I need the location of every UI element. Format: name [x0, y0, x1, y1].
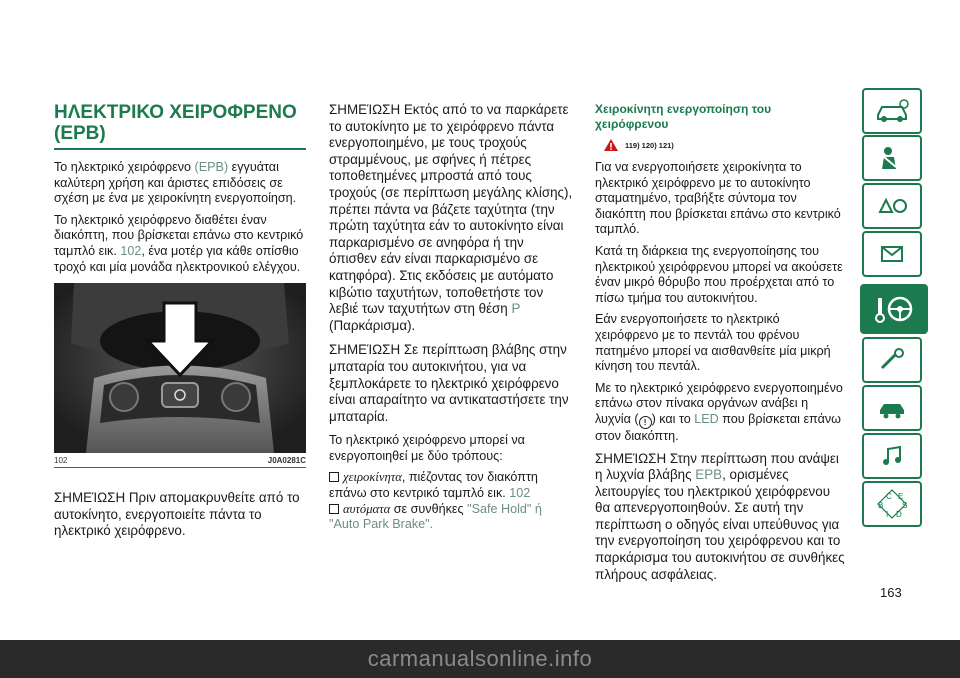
brake-warning-light-icon: ! [639, 416, 652, 429]
tab-emergency[interactable] [862, 231, 922, 277]
subsection-title: Χειροκίνητη ενεργοποίηση του χειρόφρενου [595, 102, 772, 131]
svg-text:S: S [902, 501, 908, 510]
bullet-automatic: αυτόματα σε συνθήκες "Safe Hold" ή "Auto Park Brake". [329, 501, 542, 532]
svg-text:E: E [898, 492, 904, 501]
checkbox-bullet-icon [329, 472, 339, 482]
tab-vehicle-knowledge[interactable] [862, 88, 922, 134]
music-note-icon [874, 444, 910, 468]
pedal-paragraph: Εάν ενεργοποιήσετε το ηλεκτρικό χειρόφρενο με το πεντάλ του φρένου πατημένο μπορεί να αισθανθείτε μία μικρή κίνηση του πεντάλ. [595, 312, 831, 374]
tab-safety[interactable] [862, 135, 922, 181]
car-lift-icon [874, 396, 910, 420]
bullet-manual: χειροκίνητα, πιέζοντας τον διακόπτη επάνω στο κεντρικό ταμπλό εικ. 102 [329, 470, 538, 501]
wrench-icon [874, 348, 910, 372]
section-title: ΗΛΕΚΤΡΙΚΟ ΧΕΙΡΟΦΡΕΝΟ (EPB) [54, 102, 297, 144]
column-2 [329, 102, 575, 539]
title-rule [54, 148, 306, 150]
activation-intro: Το ηλεκτρικό χειρόφρενο μπορεί να ενεργοποιηθεί με δύο τρόπους: [329, 433, 525, 463]
tab-index[interactable] [862, 481, 922, 527]
note-parking-gear: ΣΗΜΕΊΩΣΗ Εκτός από το να παρκάρετε το αυτοκίνητο με το χειρόφρενο πάντα ενεργοποιημένο, με τους τροχούς στραμμένους, με σφήνες ή πέτρες τοποθετημένες μπροστά από τους τροχούς (σε περίπτωση μεγάλης κλίσης), πρέπει πάντα να βάζετε ταχύτητα (την πρώτη ταχύτητα εάν το αυτοκίνητο είναι παρκαρισμένο σε ανηφόρα ή την όπισθεν εάν είναι παρκαρισμένο σε κατηφόρα). Στις εκδόσεις με αυτόματο κιβώτιο ταχυτήτων, τοποθετήστε τον λεβιέ των ταχυτήτων στη θέση P (Παρκάρισμα). [329, 102, 573, 333]
tab-multimedia[interactable] [862, 433, 922, 479]
checkbox-bullet-icon [329, 504, 339, 514]
envelope-icon [874, 242, 910, 266]
tab-dashboard[interactable] [862, 183, 922, 229]
tab-starting-and-driving[interactable] [860, 284, 928, 334]
svg-text:D: D [896, 510, 902, 519]
parking-brake-switch-illustration [54, 283, 306, 453]
page-number: 163 [880, 585, 902, 600]
warning-references: 119) 120) 121) [603, 138, 845, 152]
column-3 [595, 102, 845, 591]
warning-triangle-icon [603, 138, 619, 152]
figure-code: J0A0281C [267, 456, 306, 466]
svg-text:I: I [886, 510, 889, 519]
seatbelt-icon [874, 145, 910, 171]
column-1 [54, 102, 306, 548]
note-epb-fault: ΣΗΜΕΊΩΣΗ Στην περίπτωση που ανάψει η λυχνία βλάβης EPB, ορισμένες λειτουργίες του ηλεκτρικού χειρόφρενου θα απενεργοποιηθούν. Σε αυτή την περίπτωση ο οδηγός είναι υπεύθυνος για την ενεργοποίηση του χειρόφρενου και το παρκάρισμα του αυτοκινήτου σε συνθήκες πλήρους ασφάλειας. [595, 450, 845, 582]
note-before-leaving: ΣΗΜΕΊΩΣΗ Πριν απομακρυνθείτε από το αυτοκίνητο, ενεργοποιείτε πάντα το ηλεκτρικό χειρόφρενο. [54, 490, 300, 539]
car-icon [874, 99, 910, 123]
warning-lights-icon [874, 194, 910, 218]
page-top-band [0, 0, 960, 48]
figure-number: 102 [54, 456, 68, 466]
watermark-banner: carmanualsonline.info [0, 640, 960, 678]
caption-rule [54, 467, 306, 468]
note-battery: ΣΗΜΕΊΩΣΗ Σε περίπτωση βλάβης στην μπαταρία του αυτοκινήτου, για να ξεμπλοκάρετε το ηλεκτρικό χειρόφρενο είναι απαραίτητο να αντικαταστήσετε την μπαταρία. [329, 342, 569, 424]
tab-maintenance[interactable] [862, 337, 922, 383]
figure-102-photo [54, 283, 306, 453]
key-steering-wheel-icon [872, 294, 916, 324]
manual-activation-paragraph: Για να ενεργοποιήσετε χειροκίνητα το ηλεκτρικό χειρόφρενο με το αυτοκίνητο σταματημένο, τραβήξτε σύντομα τον διακόπτη που βρίσκεται επάνω στο κεντρικό ταμπλό. [595, 160, 841, 237]
warning-light-paragraph: Με το ηλεκτρικό χειρόφρενο ενεργοποιημένο επάνω στον πίνακα οργάνων ανάβει η λυχνία ( ! ) και το LED που βρίσκεται επάνω στον διακόπτη. [595, 380, 843, 443]
figure-caption [54, 456, 306, 465]
intro-paragraph: Το ηλεκτρικό χειρόφρενο (EPB) εγγυάται καλύτερη χρήση και άριστες επιδόσεις σε σχέση με ένα με χειροκίνητη ενεργοποίηση. [54, 160, 297, 206]
components-paragraph: Το ηλεκτρικό χειρόφρενο διαθέτει έναν διακόπτη, που βρίσκεται επάνω στο κεντρικό ταμπλό εικ. 102, ένα μοτέρ για κάθε οπίσθιο τροχό και μία μονάδα ηλεκτρονικού ελέγχου. [54, 212, 304, 274]
alphabet-index-icon [870, 486, 914, 522]
noise-paragraph: Κατά τη διάρκεια της ενεργοποίησης του ηλεκτρικού χειρόφρενου μπορεί να ακούσετε έναν μικρό θόρυβο που προέρχεται από το πίσω τμήμα του αυτοκινήτου. [595, 243, 843, 305]
svg-text:B: B [878, 501, 884, 510]
tab-technical-data[interactable] [862, 385, 922, 431]
svg-text:C: C [886, 492, 892, 501]
